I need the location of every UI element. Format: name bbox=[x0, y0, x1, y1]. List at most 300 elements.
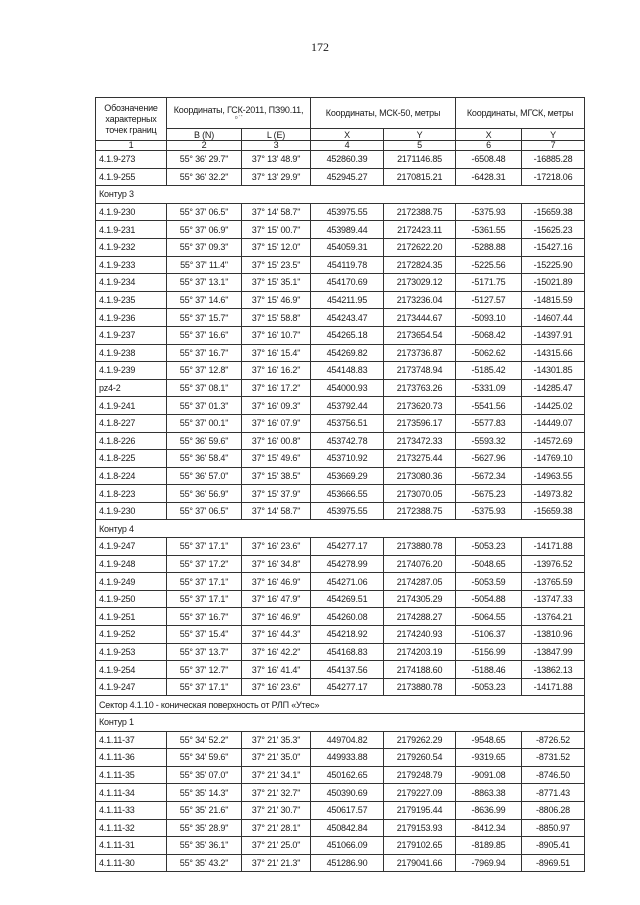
mgsk-y-cell: -14425.02 bbox=[522, 397, 585, 415]
table-row bbox=[96, 238, 585, 256]
latitude-cell: 55° 36' 29.7" bbox=[167, 151, 242, 169]
header-y-mgsk: Y bbox=[522, 129, 585, 141]
latitude-cell: 55° 37' 00.1" bbox=[167, 414, 242, 432]
mgsk-y-cell: -14973.82 bbox=[522, 485, 585, 503]
msk50-x-cell: 453710.92 bbox=[311, 450, 384, 468]
mgsk-x-cell: -8636.99 bbox=[456, 801, 522, 819]
longitude-cell: 37° 21' 25.0" bbox=[242, 837, 311, 855]
latitude-cell: 55° 35' 14.3" bbox=[167, 784, 242, 802]
point-id-cell: 4.1.11-33 bbox=[96, 801, 167, 819]
longitude-cell: 37° 15' 46.9" bbox=[242, 291, 311, 309]
table-row bbox=[96, 256, 585, 274]
msk50-y-cell: 2174288.27 bbox=[384, 608, 456, 626]
latitude-cell: 55° 37' 01.3" bbox=[167, 397, 242, 415]
mgsk-y-cell: -14285.47 bbox=[522, 379, 585, 397]
point-id-cell: 4.1.9-251 bbox=[96, 608, 167, 626]
longitude-cell: 37° 16' 46.9" bbox=[242, 573, 311, 591]
column-number: 7 bbox=[522, 141, 585, 151]
mgsk-y-cell: -14171.88 bbox=[522, 678, 585, 696]
mgsk-x-cell: -5068.42 bbox=[456, 326, 522, 344]
table-row bbox=[96, 397, 585, 415]
msk50-x-cell: 454059.31 bbox=[311, 238, 384, 256]
msk50-x-cell: 453989.44 bbox=[311, 221, 384, 239]
latitude-cell: 55° 37' 17.2" bbox=[167, 555, 242, 573]
msk50-y-cell: 2171146.85 bbox=[384, 151, 456, 169]
point-id-cell: 4.1.9-231 bbox=[96, 221, 167, 239]
table-row bbox=[96, 344, 585, 362]
section-row bbox=[96, 186, 585, 204]
msk50-x-cell: 453975.55 bbox=[311, 203, 384, 221]
mgsk-x-cell: -5062.62 bbox=[456, 344, 522, 362]
column-number: 5 bbox=[384, 141, 456, 151]
point-id-cell: pz4-2 bbox=[96, 379, 167, 397]
table-row bbox=[96, 379, 585, 397]
table-body bbox=[96, 151, 585, 872]
section-row bbox=[96, 696, 585, 714]
msk50-x-cell: 451066.09 bbox=[311, 837, 384, 855]
longitude-cell: 37° 15' 35.1" bbox=[242, 274, 311, 292]
mgsk-y-cell: -15225.90 bbox=[522, 256, 585, 274]
mgsk-y-cell: -13862.13 bbox=[522, 661, 585, 679]
longitude-cell: 37° 15' 58.8" bbox=[242, 309, 311, 327]
table-row bbox=[96, 221, 585, 239]
point-id-cell: 4.1.9-230 bbox=[96, 203, 167, 221]
point-id-cell: 4.1.8-223 bbox=[96, 485, 167, 503]
latitude-cell: 55° 37' 16.7" bbox=[167, 344, 242, 362]
msk50-y-cell: 2173080.36 bbox=[384, 467, 456, 485]
longitude-cell: 37° 15' 23.5" bbox=[242, 256, 311, 274]
header-b: B (N) bbox=[167, 129, 242, 141]
table-row bbox=[96, 784, 585, 802]
msk50-y-cell: 2173748.94 bbox=[384, 362, 456, 380]
mgsk-y-cell: -8969.51 bbox=[522, 854, 585, 872]
point-id-cell: 4.1.9-235 bbox=[96, 291, 167, 309]
msk50-x-cell: 452860.39 bbox=[311, 151, 384, 169]
mgsk-x-cell: -5064.55 bbox=[456, 608, 522, 626]
msk50-x-cell: 449704.82 bbox=[311, 731, 384, 749]
longitude-cell: 37° 15' 49.6" bbox=[242, 450, 311, 468]
mgsk-x-cell: -6508.48 bbox=[456, 151, 522, 169]
mgsk-x-cell: -5185.42 bbox=[456, 362, 522, 380]
point-id-cell: 4.1.9-230 bbox=[96, 502, 167, 520]
latitude-cell: 55° 37' 12.8" bbox=[167, 362, 242, 380]
mgsk-x-cell: -9091.08 bbox=[456, 766, 522, 784]
longitude-cell: 37° 14' 58.7" bbox=[242, 502, 311, 520]
table-row bbox=[96, 766, 585, 784]
msk50-x-cell: 454211.95 bbox=[311, 291, 384, 309]
msk50-x-cell: 454000.93 bbox=[311, 379, 384, 397]
mgsk-y-cell: -8905.41 bbox=[522, 837, 585, 855]
mgsk-x-cell: -5053.23 bbox=[456, 538, 522, 556]
point-id-cell: 4.1.11-30 bbox=[96, 854, 167, 872]
msk50-x-cell: 454278.99 bbox=[311, 555, 384, 573]
longitude-cell: 37° 16' 10.7" bbox=[242, 326, 311, 344]
msk50-x-cell: 453792.44 bbox=[311, 397, 384, 415]
msk50-y-cell: 2179195.44 bbox=[384, 801, 456, 819]
mgsk-y-cell: -17218.06 bbox=[522, 168, 585, 186]
latitude-cell: 55° 35' 28.9" bbox=[167, 819, 242, 837]
point-id-cell: 4.1.9-247 bbox=[96, 538, 167, 556]
table-row bbox=[96, 151, 585, 169]
latitude-cell: 55° 35' 43.2" bbox=[167, 854, 242, 872]
msk50-y-cell: 2174188.60 bbox=[384, 661, 456, 679]
header-l: L (E) bbox=[242, 129, 311, 141]
mgsk-x-cell: -5054.88 bbox=[456, 590, 522, 608]
mgsk-y-cell: -14815.59 bbox=[522, 291, 585, 309]
msk50-y-cell: 2179041.66 bbox=[384, 854, 456, 872]
latitude-cell: 55° 37' 15.4" bbox=[167, 626, 242, 644]
point-id-cell: 4.1.11-37 bbox=[96, 731, 167, 749]
msk50-x-cell: 454170.69 bbox=[311, 274, 384, 292]
table-row bbox=[96, 467, 585, 485]
section-label: Контур 1 bbox=[96, 714, 585, 732]
latitude-cell: 55° 37' 13.7" bbox=[167, 643, 242, 661]
msk50-y-cell: 2179248.79 bbox=[384, 766, 456, 784]
msk50-y-cell: 2173654.54 bbox=[384, 326, 456, 344]
mgsk-y-cell: -14301.85 bbox=[522, 362, 585, 380]
point-id-cell: 4.1.9-232 bbox=[96, 238, 167, 256]
column-number: 1 bbox=[96, 141, 167, 151]
mgsk-x-cell: -5375.93 bbox=[456, 203, 522, 221]
mgsk-y-cell: -8806.28 bbox=[522, 801, 585, 819]
mgsk-y-cell: -14449.07 bbox=[522, 414, 585, 432]
longitude-cell: 37° 15' 00.7" bbox=[242, 221, 311, 239]
table-row bbox=[96, 502, 585, 520]
latitude-cell: 55° 36' 32.2" bbox=[167, 168, 242, 186]
latitude-cell: 55° 37' 16.7" bbox=[167, 608, 242, 626]
msk50-y-cell: 2173275.44 bbox=[384, 450, 456, 468]
point-id-cell: 4.1.11-34 bbox=[96, 784, 167, 802]
section-label: Контур 3 bbox=[96, 186, 585, 204]
point-id-cell: 4.1.9-233 bbox=[96, 256, 167, 274]
mgsk-y-cell: -14572.69 bbox=[522, 432, 585, 450]
point-id-cell: 4.1.9-247 bbox=[96, 678, 167, 696]
mgsk-y-cell: -15427.16 bbox=[522, 238, 585, 256]
longitude-cell: 37° 16' 34.8" bbox=[242, 555, 311, 573]
point-id-cell: 4.1.9-254 bbox=[96, 661, 167, 679]
longitude-cell: 37° 16' 23.6" bbox=[242, 678, 311, 696]
mgsk-x-cell: -5675.23 bbox=[456, 485, 522, 503]
mgsk-x-cell: -5188.46 bbox=[456, 661, 522, 679]
longitude-cell: 37° 21' 35.3" bbox=[242, 731, 311, 749]
msk50-y-cell: 2172423.11 bbox=[384, 221, 456, 239]
point-id-cell: 4.1.11-36 bbox=[96, 749, 167, 767]
section-label: Контур 4 bbox=[96, 520, 585, 538]
msk50-y-cell: 2173596.17 bbox=[384, 414, 456, 432]
point-id-cell: 4.1.9-250 bbox=[96, 590, 167, 608]
point-id-cell: 4.1.8-224 bbox=[96, 467, 167, 485]
point-id-cell: 4.1.9-239 bbox=[96, 362, 167, 380]
mgsk-x-cell: -8863.38 bbox=[456, 784, 522, 802]
table-row bbox=[96, 661, 585, 679]
msk50-y-cell: 2179262.29 bbox=[384, 731, 456, 749]
longitude-cell: 37° 16' 47.9" bbox=[242, 590, 311, 608]
mgsk-x-cell: -5361.55 bbox=[456, 221, 522, 239]
msk50-x-cell: 454218.92 bbox=[311, 626, 384, 644]
point-id-cell: 4.1.9-238 bbox=[96, 344, 167, 362]
mgsk-x-cell: -5048.65 bbox=[456, 555, 522, 573]
header-point-designation: Обозначение характерных точек границ bbox=[96, 98, 167, 141]
table-row bbox=[96, 626, 585, 644]
msk50-y-cell: 2179227.09 bbox=[384, 784, 456, 802]
longitude-cell: 37° 16' 46.9" bbox=[242, 608, 311, 626]
longitude-cell: 37° 21' 28.1" bbox=[242, 819, 311, 837]
mgsk-y-cell: -14769.10 bbox=[522, 450, 585, 468]
column-number: 4 bbox=[311, 141, 384, 151]
latitude-cell: 55° 35' 36.1" bbox=[167, 837, 242, 855]
msk50-x-cell: 450390.69 bbox=[311, 784, 384, 802]
point-id-cell: 4.1.9-241 bbox=[96, 397, 167, 415]
mgsk-y-cell: -13765.59 bbox=[522, 573, 585, 591]
mgsk-y-cell: -13976.52 bbox=[522, 555, 585, 573]
mgsk-x-cell: -9319.65 bbox=[456, 749, 522, 767]
msk50-x-cell: 453975.55 bbox=[311, 502, 384, 520]
column-number: 3 bbox=[242, 141, 311, 151]
mgsk-x-cell: -9548.65 bbox=[456, 731, 522, 749]
mgsk-x-cell: -8189.85 bbox=[456, 837, 522, 855]
msk50-y-cell: 2174305.29 bbox=[384, 590, 456, 608]
table-row bbox=[96, 538, 585, 556]
point-id-cell: 4.1.8-225 bbox=[96, 450, 167, 468]
msk50-x-cell: 454277.17 bbox=[311, 538, 384, 556]
longitude-cell: 37° 16' 42.2" bbox=[242, 643, 311, 661]
header-y-msk: Y bbox=[384, 129, 456, 141]
longitude-cell: 37° 21' 35.0" bbox=[242, 749, 311, 767]
mgsk-y-cell: -16885.28 bbox=[522, 151, 585, 169]
msk50-y-cell: 2174076.20 bbox=[384, 555, 456, 573]
msk50-y-cell: 2173029.12 bbox=[384, 274, 456, 292]
msk50-y-cell: 2179102.65 bbox=[384, 837, 456, 855]
table-row bbox=[96, 819, 585, 837]
latitude-cell: 55° 37' 16.6" bbox=[167, 326, 242, 344]
coordinates-table bbox=[95, 97, 585, 872]
header-msk50-coordinates: Координаты, МСК-50, метры bbox=[311, 98, 456, 129]
section-label: Сектор 4.1.10 - коническая поверхность от РЛП «Утес» bbox=[96, 696, 585, 714]
mgsk-x-cell: -5106.37 bbox=[456, 626, 522, 644]
table-row bbox=[96, 203, 585, 221]
point-id-cell: 4.1.11-32 bbox=[96, 819, 167, 837]
latitude-cell: 55° 36' 59.6" bbox=[167, 432, 242, 450]
mgsk-y-cell: -15659.38 bbox=[522, 502, 585, 520]
mgsk-y-cell: -15625.23 bbox=[522, 221, 585, 239]
table-row bbox=[96, 854, 585, 872]
longitude-cell: 37° 16' 09.3" bbox=[242, 397, 311, 415]
msk50-y-cell: 2179153.93 bbox=[384, 819, 456, 837]
longitude-cell: 37° 21' 32.7" bbox=[242, 784, 311, 802]
msk50-x-cell: 449933.88 bbox=[311, 749, 384, 767]
point-id-cell: 4.1.11-31 bbox=[96, 837, 167, 855]
msk50-x-cell: 453669.29 bbox=[311, 467, 384, 485]
longitude-cell: 37° 16' 23.6" bbox=[242, 538, 311, 556]
section-row bbox=[96, 520, 585, 538]
table-row bbox=[96, 573, 585, 591]
table-row bbox=[96, 643, 585, 661]
longitude-cell: 37° 16' 00.8" bbox=[242, 432, 311, 450]
point-id-cell: 4.1.9-255 bbox=[96, 168, 167, 186]
longitude-cell: 37° 16' 07.9" bbox=[242, 414, 311, 432]
table-row bbox=[96, 485, 585, 503]
mgsk-y-cell: -14607.44 bbox=[522, 309, 585, 327]
longitude-cell: 37° 16' 44.3" bbox=[242, 626, 311, 644]
msk50-x-cell: 454265.18 bbox=[311, 326, 384, 344]
msk50-y-cell: 2173620.73 bbox=[384, 397, 456, 415]
msk50-x-cell: 451286.90 bbox=[311, 854, 384, 872]
table-row bbox=[96, 362, 585, 380]
latitude-cell: 55° 37' 17.1" bbox=[167, 573, 242, 591]
msk50-x-cell: 454271.06 bbox=[311, 573, 384, 591]
msk50-x-cell: 453742.78 bbox=[311, 432, 384, 450]
point-id-cell: 4.1.9-237 bbox=[96, 326, 167, 344]
mgsk-x-cell: -5093.10 bbox=[456, 309, 522, 327]
table-row bbox=[96, 309, 585, 327]
msk50-y-cell: 2174240.93 bbox=[384, 626, 456, 644]
mgsk-y-cell: -13747.33 bbox=[522, 590, 585, 608]
point-id-cell: 4.1.9-249 bbox=[96, 573, 167, 591]
latitude-cell: 55° 34' 59.6" bbox=[167, 749, 242, 767]
longitude-cell: 37° 13' 29.9" bbox=[242, 168, 311, 186]
msk50-y-cell: 2172388.75 bbox=[384, 203, 456, 221]
table-row bbox=[96, 555, 585, 573]
longitude-cell: 37° 14' 58.7" bbox=[242, 203, 311, 221]
msk50-y-cell: 2173880.78 bbox=[384, 678, 456, 696]
table-row bbox=[96, 291, 585, 309]
mgsk-x-cell: -8412.34 bbox=[456, 819, 522, 837]
header-gsk-mark: о ‘ “ bbox=[234, 115, 243, 121]
mgsk-x-cell: -5593.32 bbox=[456, 432, 522, 450]
msk50-x-cell: 454168.83 bbox=[311, 643, 384, 661]
msk50-y-cell: 2173736.87 bbox=[384, 344, 456, 362]
msk50-x-cell: 450162.65 bbox=[311, 766, 384, 784]
msk50-y-cell: 2173236.04 bbox=[384, 291, 456, 309]
page-number: 172 bbox=[311, 40, 329, 54]
mgsk-x-cell: -5331.09 bbox=[456, 379, 522, 397]
msk50-y-cell: 2172622.20 bbox=[384, 238, 456, 256]
mgsk-y-cell: -8726.52 bbox=[522, 731, 585, 749]
longitude-cell: 37° 15' 12.0" bbox=[242, 238, 311, 256]
latitude-cell: 55° 37' 13.1" bbox=[167, 274, 242, 292]
latitude-cell: 55° 34' 52.2" bbox=[167, 731, 242, 749]
table-row bbox=[96, 274, 585, 292]
mgsk-x-cell: -5171.75 bbox=[456, 274, 522, 292]
mgsk-y-cell: -13810.96 bbox=[522, 626, 585, 644]
column-number: 2 bbox=[167, 141, 242, 151]
mgsk-x-cell: -5627.96 bbox=[456, 450, 522, 468]
mgsk-y-cell: -14963.55 bbox=[522, 467, 585, 485]
mgsk-y-cell: -14397.91 bbox=[522, 326, 585, 344]
mgsk-y-cell: -8746.50 bbox=[522, 766, 585, 784]
table-row bbox=[96, 326, 585, 344]
msk50-x-cell: 453756.51 bbox=[311, 414, 384, 432]
latitude-cell: 55° 37' 15.7" bbox=[167, 309, 242, 327]
msk50-x-cell: 452945.27 bbox=[311, 168, 384, 186]
latitude-cell: 55° 37' 06.9" bbox=[167, 221, 242, 239]
point-id-cell: 4.1.9-248 bbox=[96, 555, 167, 573]
msk50-x-cell: 454260.08 bbox=[311, 608, 384, 626]
mgsk-y-cell: -15659.38 bbox=[522, 203, 585, 221]
section-row bbox=[96, 714, 585, 732]
header-gsk-coordinates bbox=[167, 98, 311, 129]
longitude-cell: 37° 15' 38.5" bbox=[242, 467, 311, 485]
msk50-x-cell: 450617.57 bbox=[311, 801, 384, 819]
mgsk-x-cell: -6428.31 bbox=[456, 168, 522, 186]
mgsk-y-cell: -14171.88 bbox=[522, 538, 585, 556]
latitude-cell: 55° 37' 06.5" bbox=[167, 203, 242, 221]
point-id-cell: 4.1.9-252 bbox=[96, 626, 167, 644]
msk50-y-cell: 2174287.05 bbox=[384, 573, 456, 591]
latitude-cell: 55° 37' 06.5" bbox=[167, 502, 242, 520]
point-id-cell: 4.1.8-226 bbox=[96, 432, 167, 450]
column-number: 6 bbox=[456, 141, 522, 151]
longitude-cell: 37° 13' 48.9" bbox=[242, 151, 311, 169]
mgsk-x-cell: -5375.93 bbox=[456, 502, 522, 520]
latitude-cell: 55° 35' 21.6" bbox=[167, 801, 242, 819]
mgsk-x-cell: -5127.57 bbox=[456, 291, 522, 309]
table-row bbox=[96, 168, 585, 186]
msk50-y-cell: 2172388.75 bbox=[384, 502, 456, 520]
point-id-cell: 4.1.9-253 bbox=[96, 643, 167, 661]
point-id-cell: 4.1.8-227 bbox=[96, 414, 167, 432]
latitude-cell: 55° 37' 12.7" bbox=[167, 661, 242, 679]
latitude-cell: 55° 36' 58.4" bbox=[167, 450, 242, 468]
latitude-cell: 55° 36' 56.9" bbox=[167, 485, 242, 503]
msk50-x-cell: 454277.17 bbox=[311, 678, 384, 696]
mgsk-x-cell: -7969.94 bbox=[456, 854, 522, 872]
msk50-x-cell: 450842.84 bbox=[311, 819, 384, 837]
mgsk-y-cell: -14315.66 bbox=[522, 344, 585, 362]
latitude-cell: 55° 37' 14.6" bbox=[167, 291, 242, 309]
mgsk-x-cell: -5156.99 bbox=[456, 643, 522, 661]
msk50-x-cell: 454119.78 bbox=[311, 256, 384, 274]
point-id-cell: 4.1.11-35 bbox=[96, 766, 167, 784]
mgsk-y-cell: -13847.99 bbox=[522, 643, 585, 661]
latitude-cell: 55° 37' 17.1" bbox=[167, 678, 242, 696]
table-row bbox=[96, 801, 585, 819]
point-id-cell: 4.1.9-236 bbox=[96, 309, 167, 327]
mgsk-x-cell: -5288.88 bbox=[456, 238, 522, 256]
msk50-y-cell: 2174203.19 bbox=[384, 643, 456, 661]
latitude-cell: 55° 37' 08.1" bbox=[167, 379, 242, 397]
table-row bbox=[96, 749, 585, 767]
mgsk-y-cell: -8850.97 bbox=[522, 819, 585, 837]
msk50-y-cell: 2173070.05 bbox=[384, 485, 456, 503]
mgsk-y-cell: -13764.21 bbox=[522, 608, 585, 626]
msk50-y-cell: 2179260.54 bbox=[384, 749, 456, 767]
msk50-y-cell: 2172824.35 bbox=[384, 256, 456, 274]
mgsk-x-cell: -5053.23 bbox=[456, 678, 522, 696]
mgsk-x-cell: -5541.56 bbox=[456, 397, 522, 415]
longitude-cell: 37° 16' 15.4" bbox=[242, 344, 311, 362]
table-row bbox=[96, 837, 585, 855]
header-x-mgsk: X bbox=[456, 129, 522, 141]
header-gsk-label: Координаты, ГСК-2011, ПЗ90.11, bbox=[173, 105, 304, 115]
msk50-x-cell: 454269.51 bbox=[311, 590, 384, 608]
table-header bbox=[96, 98, 585, 151]
latitude-cell: 55° 35' 07.0" bbox=[167, 766, 242, 784]
longitude-cell: 37° 16' 41.4" bbox=[242, 661, 311, 679]
table-row bbox=[96, 450, 585, 468]
header-mgsk-coordinates: Координаты, МГСК, метры bbox=[456, 98, 585, 129]
msk50-y-cell: 2170815.21 bbox=[384, 168, 456, 186]
point-id-cell: 4.1.9-273 bbox=[96, 151, 167, 169]
mgsk-y-cell: -15021.89 bbox=[522, 274, 585, 292]
longitude-cell: 37° 21' 30.7" bbox=[242, 801, 311, 819]
latitude-cell: 55° 36' 57.0" bbox=[167, 467, 242, 485]
longitude-cell: 37° 15' 37.9" bbox=[242, 485, 311, 503]
table-row bbox=[96, 414, 585, 432]
mgsk-x-cell: -5053.59 bbox=[456, 573, 522, 591]
msk50-x-cell: 454243.47 bbox=[311, 309, 384, 327]
latitude-cell: 55° 37' 11.4" bbox=[167, 256, 242, 274]
